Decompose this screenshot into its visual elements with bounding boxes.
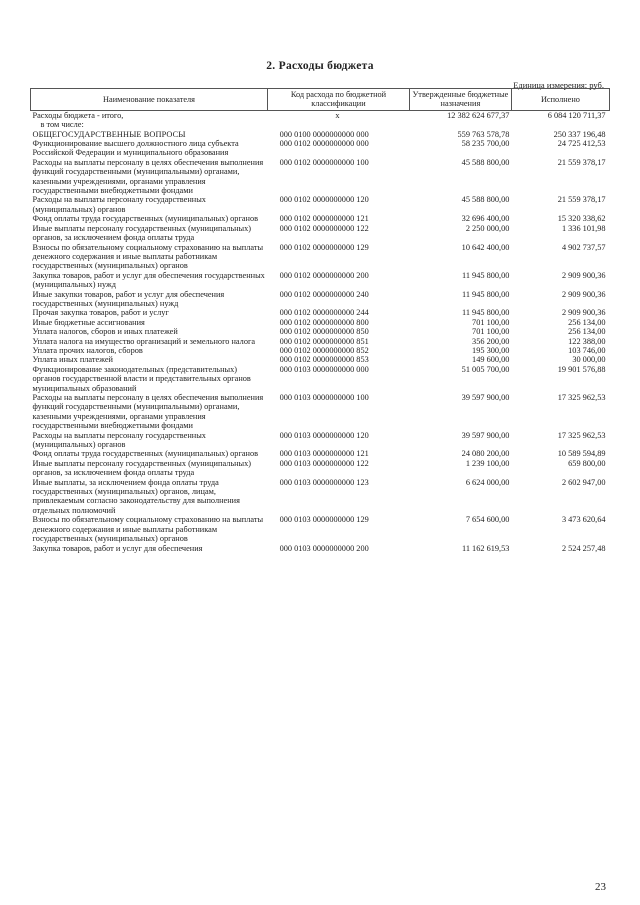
row-code: 000 0102 0000000000 100 (279, 157, 369, 167)
row-executed: 30 000,00 (572, 355, 606, 365)
row-code: x (335, 110, 340, 120)
row-approved: 7 654 600,00 (465, 515, 510, 525)
row-approved: 45 588 800,00 (461, 157, 510, 167)
row-code: 000 0103 0000000000 123 (279, 477, 369, 487)
row-code: 000 0102 0000000000 120 (279, 195, 369, 205)
row-code: 000 0102 0000000000 244 (279, 308, 369, 318)
row-name: Закупка товаров, работ и услуг для обеспечения (32, 543, 203, 553)
row-code: 000 0102 0000000000 000 (279, 139, 369, 149)
table-row (31, 544, 610, 553)
table-row (31, 515, 610, 543)
table-row (31, 110, 610, 120)
row-approved: 356 200,00 (472, 336, 510, 346)
row-name: Расходы на выплаты персоналу в целях обеспечения выполнения функций государственными (муниципальными) органами, казенными учреждениями, органами управления государственными внебюджетными фондами (32, 393, 264, 431)
page-number: 23 (595, 881, 606, 893)
row-code: 000 0103 0000000000 122 (279, 458, 369, 468)
row-name: Взносы по обязательному социальному страхованию на выплаты денежного содержания и иные выплаты работникам государственных (муниципальных) органов (32, 242, 264, 271)
row-code: 000 0103 0000000000 129 (279, 515, 369, 525)
row-executed: 6 084 120 711,37 (547, 110, 606, 120)
table-row (31, 346, 610, 355)
table-row (31, 365, 610, 393)
row-executed: 3 473 620,64 (561, 515, 606, 525)
table-row (31, 271, 610, 290)
row-code: 000 0103 0000000000 000 (279, 364, 369, 374)
row-executed: 2 602 947,00 (561, 477, 606, 487)
row-approved: 11 945 800,00 (461, 270, 510, 280)
row-name: Уплата налога на имущество организаций и земельного налога (32, 336, 256, 346)
table-row (31, 478, 610, 516)
row-approved: 12 382 624 677,37 (447, 110, 510, 120)
row-approved: 6 624 000,00 (465, 477, 510, 487)
row-approved: 24 080 200,00 (461, 449, 510, 459)
row-executed: 21 559 378,17 (557, 195, 606, 205)
row-executed: 122 388,00 (568, 336, 606, 346)
row-approved: 11 945 800,00 (461, 289, 510, 299)
row-code: 000 0102 0000000000 129 (279, 242, 369, 252)
row-name: Расходы бюджета - итого, (32, 110, 124, 120)
row-code: 000 0103 0000000000 200 (279, 543, 369, 553)
row-name: ОБЩЕГОСУДАРСТВЕННЫЕ ВОПРОСЫ (32, 129, 186, 139)
row-approved: 51 005 700,00 (461, 364, 510, 374)
row-name: в том числе: (40, 120, 84, 130)
expenses-table (30, 88, 610, 553)
row-approved: 1 239 100,00 (465, 458, 510, 468)
table-row (31, 243, 610, 271)
row-code: 000 0102 0000000000 122 (279, 223, 369, 233)
row-executed: 256 134,00 (568, 317, 606, 327)
row-name: Уплата прочих налогов, сборов (32, 345, 143, 355)
row-executed: 1 336 101,98 (561, 223, 606, 233)
row-code: 000 0102 0000000000 850 (279, 327, 369, 337)
table-row (31, 449, 610, 458)
row-approved: 195 300,00 (472, 345, 510, 355)
table-body (31, 110, 610, 553)
row-executed: 17 325 962,53 (557, 430, 606, 440)
row-code: 000 0100 0000000000 000 (279, 129, 369, 139)
header-approved: Утвержденные бюджетные назначения (409, 89, 511, 111)
row-executed: 17 325 962,53 (557, 393, 606, 402)
row-name: Уплата иных платежей (32, 355, 113, 365)
row-name: Функционирование законодательных (представительных) органов государственной власти и представительных органов муниципальных образований (32, 364, 251, 393)
row-name: Расходы на выплаты персоналу в целях обеспечения выполнения функций государственными (муниципальными) органами, казенными учреждениями, органами управления государственными внебюджетными фондами (32, 157, 264, 196)
row-executed (511, 120, 609, 129)
row-approved: 45 588 800,00 (461, 195, 510, 205)
table-row (31, 139, 610, 158)
table-row (31, 393, 610, 431)
row-executed: 4 902 737,57 (561, 242, 606, 252)
row-code: 000 0103 0000000000 100 (279, 393, 369, 402)
table-row (31, 355, 610, 364)
row-approved: 559 763 578,78 (457, 129, 510, 139)
row-approved: 149 600,00 (472, 355, 510, 365)
row-approved: 2 250 000,00 (465, 223, 510, 233)
row-approved: 39 597 900,00 (461, 393, 510, 402)
row-executed: 250 337 196,48 (553, 129, 606, 139)
row-code: 000 0103 0000000000 120 (279, 430, 369, 440)
header-code: Код расхода по бюджетной классификации (268, 89, 410, 111)
table-row (31, 327, 610, 336)
row-approved: 58 235 700,00 (461, 139, 510, 149)
row-name: Функционирование высшего должностного лица субъекта Российской Федерации и муниципального образования (32, 139, 239, 158)
row-name: Иные закупки товаров, работ и услуг для обеспечения государственных (муниципальных) нужд (32, 289, 225, 308)
row-name: Уплата налогов, сборов и иных платежей (32, 327, 178, 337)
row-executed: 659 800,00 (568, 458, 606, 468)
row-approved: 701 100,00 (472, 317, 510, 327)
row-executed: 21 559 378,17 (557, 157, 606, 167)
table-row (31, 318, 610, 327)
row-executed: 15 320 338,62 (557, 214, 606, 224)
row-executed: 24 725 412,53 (557, 139, 606, 149)
table-row (31, 431, 610, 450)
table-row (31, 337, 610, 346)
row-approved: 11 945 800,00 (461, 308, 510, 318)
section-title: 2. Расходы бюджета (266, 60, 374, 72)
unit-label: Единица измерения: руб. (513, 80, 604, 90)
row-name: Иные выплаты, за исключением фонда оплаты труда государственных (муниципальных) органов, лицам, привлекаемым согласно законодательству для выполнения отдельных полномочий (32, 477, 240, 515)
row-executed: 103 746,00 (568, 345, 606, 355)
row-approved: 32 696 400,00 (461, 214, 510, 224)
row-code: 000 0103 0000000000 121 (279, 449, 369, 459)
row-approved: 39 597 900,00 (461, 430, 510, 440)
row-executed: 19 901 576,88 (557, 364, 606, 374)
table-row (31, 308, 610, 317)
row-name: Фонд оплаты труда государственных (муниципальных) органов (32, 214, 259, 224)
header-name: Наименование показателя (31, 89, 268, 111)
row-code: 000 0102 0000000000 121 (279, 214, 369, 224)
row-name: Иные бюджетные ассигнования (32, 317, 145, 327)
row-approved: 10 642 400,00 (461, 242, 510, 252)
row-code (268, 120, 410, 129)
row-name: Иные выплаты персоналу государственных (муниципальных) органов, за исключением фонда оплаты труда (32, 223, 252, 243)
table-row (31, 290, 610, 309)
row-code: 000 0102 0000000000 240 (279, 289, 369, 299)
table-row (31, 214, 610, 223)
row-executed: 2 909 900,36 (561, 270, 606, 280)
row-approved: 701 100,00 (472, 327, 510, 337)
row-name: Закупка товаров, работ и услуг для обеспечения государственных (муниципальных) нужд (32, 270, 265, 290)
table-row (31, 459, 610, 478)
row-name: Расходы на выплаты персоналу государственных (муниципальных) органов (32, 430, 206, 450)
header-executed: Исполнено (511, 89, 609, 111)
row-code: 000 0102 0000000000 800 (279, 317, 369, 327)
row-name: Взносы по обязательному социальному страхованию на выплаты денежного содержания и иные выплаты работникам государственных (муниципальных) органов (32, 515, 264, 544)
row-approved (409, 120, 511, 129)
row-approved: 11 162 619,53 (461, 543, 510, 553)
row-code: 000 0102 0000000000 852 (279, 345, 369, 355)
table-row (31, 195, 610, 214)
table-row (31, 120, 610, 129)
row-code: 000 0102 0000000000 200 (279, 270, 369, 280)
row-code: 000 0102 0000000000 853 (279, 355, 369, 365)
table-row (31, 224, 610, 243)
row-name: Прочая закупка товаров, работ и услуг (32, 308, 169, 318)
row-name: Фонд оплаты труда государственных (муниципальных) органов (32, 449, 259, 459)
table-header-row (31, 89, 610, 111)
row-code: 000 0102 0000000000 851 (279, 336, 369, 346)
table-row (31, 130, 610, 139)
row-executed: 2 909 900,36 (561, 289, 606, 299)
row-executed: 10 589 594,89 (557, 449, 606, 459)
row-executed: 2 909 900,36 (561, 308, 606, 318)
row-executed: 2 524 257,48 (561, 543, 606, 553)
row-name: Иные выплаты персоналу государственных (муниципальных) органов, за исключением фонда оплаты труда (32, 458, 252, 478)
row-name: Расходы на выплаты персоналу государственных (муниципальных) органов (32, 195, 206, 214)
row-executed: 256 134,00 (568, 327, 606, 337)
table-row (31, 158, 610, 196)
